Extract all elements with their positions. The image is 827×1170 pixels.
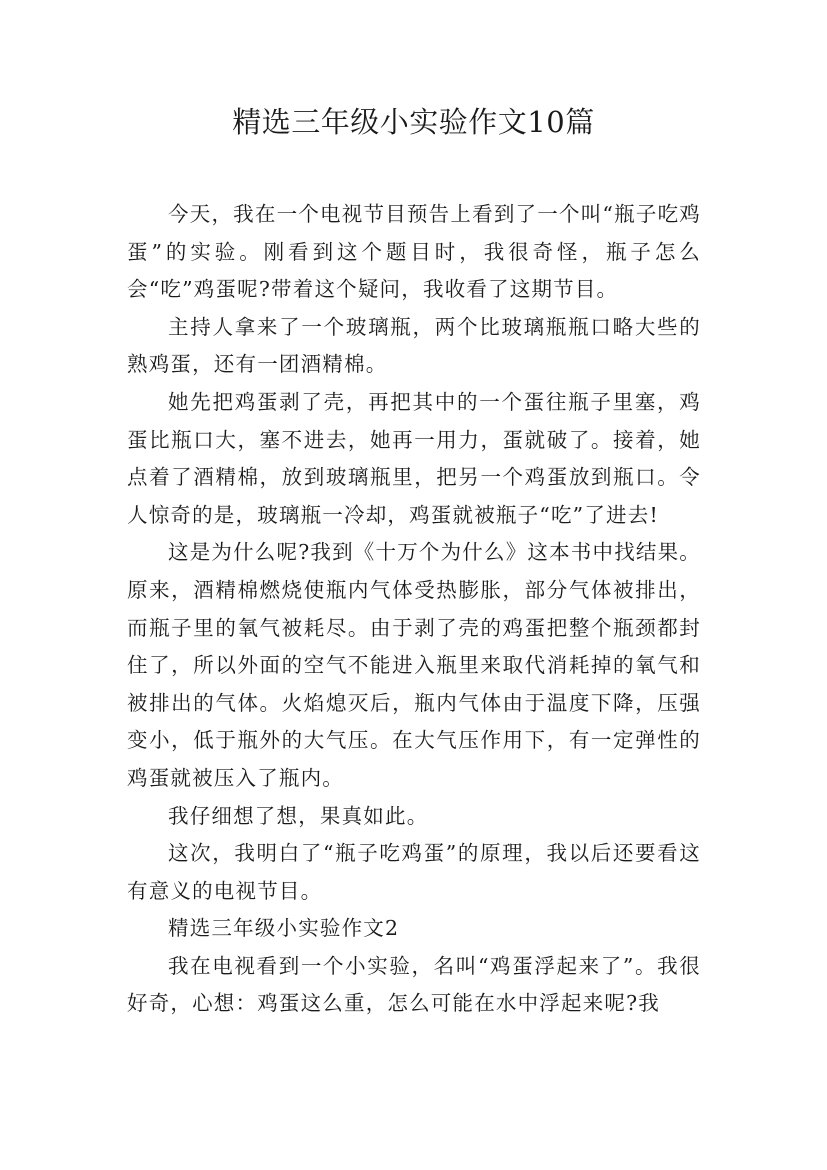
document-body: [127, 196, 701, 1023]
paragraph-5: 我仔细想了想，果真如此。: [168, 803, 429, 828]
paragraph-4: 这是为什么呢?我到《十万个为什么》这本书中找结果。原来，酒精棉燃烧使瓶内气体受热膨胀，部分气体被排出，而瓶子里的氧气被耗尽。由于剥了壳的鸡蛋把整个瓶颈都封住了，所以外面的空气不能进入瓶里来取代消耗掉的氧气和被排出的气体。火焰熄灭后，瓶内气体由于温度下降，压强变小，低于瓶外的大气压。在大气压作用下，有一定弹性的鸡蛋就被压入了瓶内。: [127, 540, 701, 790]
paragraph-7: 我在电视看到一个小实验，名叫“鸡蛋浮起来了”。我很好奇，心想：鸡蛋这么重，怎么可能在水中浮起来呢?我: [127, 953, 701, 1016]
paragraph-2: 主持人拿来了一个玻璃瓶，两个比玻璃瓶瓶口略大些的熟鸡蛋，还有一团酒精棉。: [127, 314, 701, 377]
paragraph-3: 她先把鸡蛋剥了壳，再把其中的一个蛋往瓶子里塞，鸡蛋比瓶口大，塞不进去，她再一用力，蛋就破了。接着，她点着了酒精棉，放到玻璃瓶里，把另一个鸡蛋放到瓶口。令人惊奇的是，玻璃瓶一冷却，鸡蛋就被瓶子“吃”了进去!: [127, 389, 701, 527]
document-title: 精选三年级小实验作文10篇: [232, 105, 595, 139]
paragraph-1: 今天，我在一个电视节目预告上看到了一个叫“瓶子吃鸡蛋”的实验。刚看到这个题目时，我很奇怪，瓶子怎么会“吃”鸡蛋呢?带着这个疑问，我收看了这期节目。: [127, 202, 701, 302]
paragraph-6: 这次，我明白了“瓶子吃鸡蛋”的原理，我以后还要看这有意义的电视节目。: [127, 841, 701, 903]
section-heading-2: 精选三年级小实验作文2: [168, 916, 400, 941]
